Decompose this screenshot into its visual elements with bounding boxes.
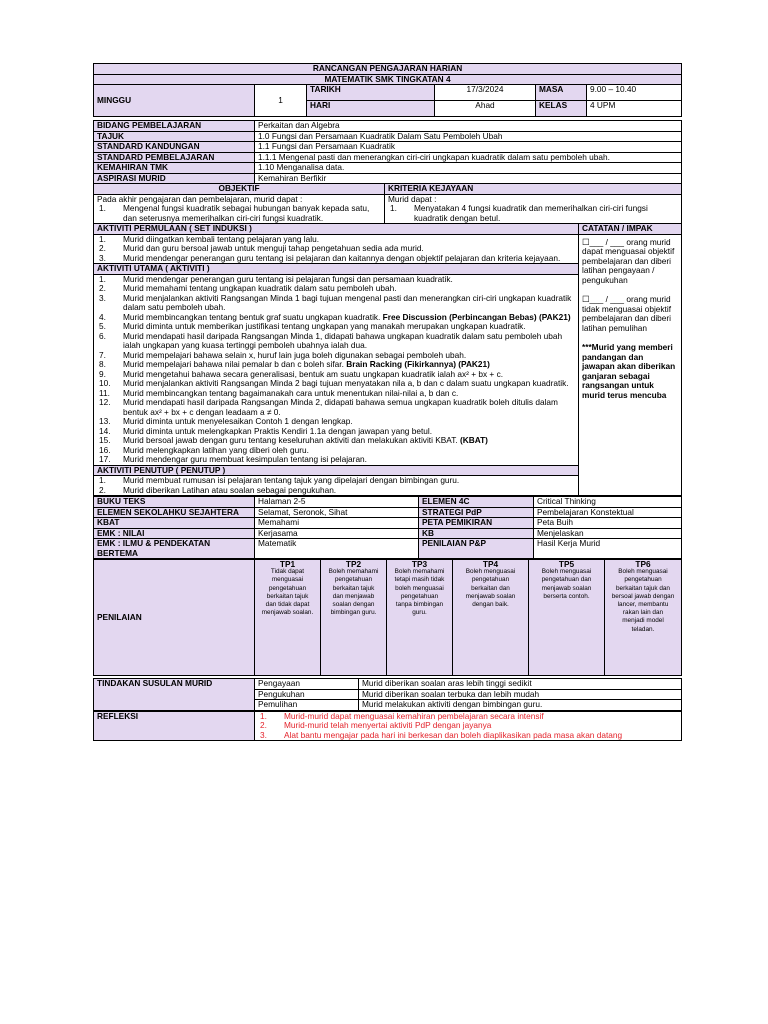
tp-description: Boleh memahami pengetahuan berkaitan tajuk dan menjawab soalan dengan bimbingan guru. xyxy=(328,568,379,617)
info-label: PENILAIAN P&P xyxy=(419,539,534,559)
list-number: 5. xyxy=(99,321,106,331)
list-text: Murid diminta untuk menyelesaikan Contoh 1 dengan lengkap. xyxy=(123,416,353,426)
tp-description: Boleh menguasai pengetahuan berkaitan dan menjawab soalan dengan baik. xyxy=(465,568,516,609)
tp-description: Boleh memahami tetapi masih tidak boleh menguasai pengetahuan tanpa bimbingan guru. xyxy=(394,568,445,617)
list-text: Murid menjalankan aktiviti Rangsangan Minda 1 bagi tujuan mengenal pasti dan menerangkan ciri-ciri ungkapan kuadratik dalam satu pemboleh ubah. xyxy=(123,292,572,312)
objektif-intro: Pada akhir pengajaran dan pembelajaran, murid dapat : xyxy=(97,194,303,204)
kemahiran-tmk-value: 1.10 Menganalisa data. xyxy=(255,163,682,174)
list-item xyxy=(97,294,575,313)
bidang-value: Perkaitan dan Algebra xyxy=(255,121,682,132)
tp-heading: TP4 xyxy=(482,559,499,569)
standard-kandungan-value: 1.1 Fungsi dan Persamaan Kuadratik xyxy=(255,142,682,153)
list-item: 2. Murid diberikan Latihan atau soalan sebagai pengukuhan. xyxy=(99,484,337,495)
tp-heading: TP2 xyxy=(345,559,362,569)
list-number: 8. xyxy=(99,359,106,369)
info-value: Menjelaskan xyxy=(534,528,682,539)
list-number: 7. xyxy=(99,349,106,360)
penilaian-level-tp3 xyxy=(387,560,453,676)
tp-heading: TP3 xyxy=(411,559,428,569)
info-value: Hasil Kerja Murid xyxy=(534,539,682,559)
list-text: Murid bersoal jawab dengan guru tentang keseluruhan aktiviti dan melakukan aktiviti KBAT. xyxy=(123,435,460,445)
info-value: Critical Thinking xyxy=(534,497,682,508)
tindakan-type: Pemulihan xyxy=(255,700,359,711)
info-value: Kerjasama xyxy=(255,528,419,539)
catatan-paragraph-1: ☐___ / ___ orang murid dapat menguasai objektif pembelajaran dan diberi latihan pengayaan / pengukuhan xyxy=(582,236,675,285)
table-row xyxy=(94,507,682,518)
list-item: 1. Murid diingatkan kembali tentang pelajaran yang lalu. xyxy=(99,234,320,244)
list-text: Murid mempelajari bahawa nilai pemalar b dan c boleh sifar. xyxy=(123,359,347,369)
tp-description: Tidak dapat menguasai pengetahuan berkaitan tajuk dan tidak dapat menjawab soalan. xyxy=(261,568,314,617)
utama-header: AKTIVITI UTAMA ( AKTIVITI ) xyxy=(94,264,579,275)
tindakan-desc: Murid diberikan soalan terbuka dan lebih mudah xyxy=(359,689,682,700)
standard-kandungan-label: STANDARD KANDUNGAN xyxy=(94,142,255,153)
list-text: Murid membincangkan tentang bentuk graf suatu ungkapan kuadratik. xyxy=(123,311,383,322)
info-value: Pembelajaran Konstektual xyxy=(534,507,682,518)
list-number: 12. xyxy=(99,397,111,407)
list-item: 3. Murid mendengar penerangan guru tentang isi pelajaran dan kaitannya dengan objektif pelajaran dan kriteria kejayaan. xyxy=(99,252,561,263)
list-number: 3. xyxy=(99,292,106,303)
permulaan-cell xyxy=(94,234,579,264)
list-item: 1. Mengenal fungsi kuadratik sebagai hubungan banyak kepada satu, dan seterusnya memerihalkan ciri-ciri fungsi kuadratik. xyxy=(99,203,370,223)
objektif-cell xyxy=(94,194,385,224)
list-text: Murid menjalankan aktiviti Rangsangan Minda 2 bagi tujuan menyatakan nila a, b dan c dalam suatu ungkapan kuadratik. xyxy=(123,378,569,388)
kelas-label: KELAS xyxy=(536,101,587,117)
info-label: PETA PEMIKIRAN xyxy=(419,518,534,529)
refleksi-table xyxy=(93,711,682,742)
minggu-label: MINGGU xyxy=(94,85,255,117)
tindakan-table xyxy=(93,678,682,711)
kelas-value: 4 UPM xyxy=(587,101,682,117)
info-label: KB xyxy=(419,528,534,539)
penilaian-level-tp4 xyxy=(453,560,529,676)
list-text: Murid diminta untuk melengkapkan Praktis Kendiri 1.1a dengan jawapan yang betul. xyxy=(123,425,433,436)
info-label: EMK : NILAI xyxy=(94,528,255,539)
list-text: Murid mendengar guru membuat kesimpulan tentang isi pelajaran. xyxy=(123,454,367,464)
tp-heading: TP5 xyxy=(558,559,575,569)
list-item: 1. Menyatakan 4 fungsi kuadratik dan memerihalkan ciri-ciri fungsi kuadratik dengan betul. xyxy=(390,203,648,223)
list-number: 10. xyxy=(99,378,111,388)
standard-pembelajaran-label: STANDARD PEMBELAJARAN xyxy=(94,152,255,163)
list-item xyxy=(97,455,575,465)
objektif-list xyxy=(97,204,381,223)
bottom-info-table xyxy=(93,496,682,559)
info-label: BUKU TEKS xyxy=(94,497,255,508)
utama-list xyxy=(97,275,575,465)
info-value: Halaman 2-5 xyxy=(255,497,419,508)
penilaian-level-tp6 xyxy=(605,560,682,676)
tarikh-label: TARIKH xyxy=(307,85,435,101)
refleksi-cell xyxy=(255,711,682,741)
utama-cell xyxy=(94,274,579,465)
permulaan-header: AKTIVITI PERMULAAN ( SET INDUKSI ) xyxy=(94,224,579,235)
hari-label: HARI xyxy=(307,101,435,117)
page-subtitle: MATEMATIK SMK TINGKATAN 4 xyxy=(94,74,682,85)
list-number: 16. xyxy=(99,444,111,455)
tp-description: Boleh menguasai pengetahuan berkaitan tajuk dan bersoal jawab dengan lancer, membantu rakan lain dan menjadi model teladan. xyxy=(611,568,675,633)
catatan-header: CATATAN / IMPAK xyxy=(579,224,682,235)
penilaian-label: PENILAIAN xyxy=(94,560,255,676)
table-row xyxy=(94,539,682,559)
masa-value: 9.00 – 10.40 xyxy=(587,85,682,101)
tp-heading: TP1 xyxy=(279,559,296,569)
list-text: Murid membincangkan tentang bagaimanakah cara untuk menentukan nilai-nilai a, b dan c. xyxy=(123,387,459,398)
info-label: ELEMEN SEKOLAHKU SEJAHTERA xyxy=(94,507,255,518)
catatan-paragraph-2: ☐___ / ___ orang murid tidak menguasai objektif pembelajaran dan diberi latihan pemulihan xyxy=(582,294,672,333)
tindakan-desc: Murid diberikan soalan aras lebih tinggi sedikit xyxy=(359,679,682,690)
info-label: ELEMEN 4C xyxy=(419,497,534,508)
main-table xyxy=(93,120,682,496)
tajuk-value: 1.0 Fungsi dan Persamaan Kuadratik Dalam Satu Pemboleh Ubah xyxy=(255,131,682,142)
list-text-bold: Free Discussion (Perbincangan Bebas) (PAK21) xyxy=(382,311,571,322)
table-row xyxy=(94,528,682,539)
penutup-header: AKTIVITI PENUTUP ( PENUTUP ) xyxy=(94,465,579,476)
table-row xyxy=(94,497,682,508)
info-value: Memahami xyxy=(255,518,419,529)
tindakan-type: Pengayaan xyxy=(255,679,359,690)
kemahiran-tmk-label: KEMAHIRAN TMK xyxy=(94,163,255,174)
tarikh-value: 17/3/2024 xyxy=(435,85,536,101)
aspirasi-murid-value: Kemahiran Berfikir xyxy=(255,173,682,184)
tindakan-type: Pengukuhan xyxy=(255,689,359,700)
lesson-plan-document xyxy=(93,63,681,741)
list-text: Murid mempelajari bahawa selain x, huruf lain juga boleh digunakan sebagai pemboleh ubah. xyxy=(123,349,467,360)
bidang-label: BIDANG PEMBELAJARAN xyxy=(94,121,255,132)
penilaian-level-tp5 xyxy=(529,560,605,676)
list-number: 14. xyxy=(99,425,111,436)
page-title: RANCANGAN PENGAJARAN HARIAN xyxy=(94,64,682,75)
kriteria-cell xyxy=(385,194,682,224)
objektif-header: OBJEKTIF xyxy=(94,184,385,195)
list-text: Murid melengkapkan latihan yang diberi oleh guru. xyxy=(123,444,309,455)
info-value: Peta Buih xyxy=(534,518,682,529)
penutup-list xyxy=(97,476,575,495)
list-item xyxy=(97,332,575,351)
list-item: 2. Murid-murid telah menyertai aktiviti PdP dengan jayanya xyxy=(260,720,492,730)
info-value: Matematik xyxy=(255,539,419,559)
header-table xyxy=(93,63,682,117)
tajuk-label: TAJUK xyxy=(94,131,255,142)
list-item: 1. Murid membuat rumusan isi pelajaran tentang tajuk yang dipelajari dengan bimbingan guru. xyxy=(99,475,460,485)
info-label: EMK : ILMU & PENDEKATAN BERTEMA xyxy=(94,539,255,559)
kriteria-header: KRITERIA KEJAYAAN xyxy=(385,184,682,195)
table-row xyxy=(94,518,682,529)
list-number: 13. xyxy=(99,416,111,426)
penilaian-table xyxy=(93,559,682,676)
catatan-cell xyxy=(579,234,682,496)
list-text: Murid memahami tentang ungkapan kuadratik dalam satu pemboleh ubah. xyxy=(123,283,397,293)
standard-pembelajaran-value: 1.1.1 Mengenal pasti dan menerangkan ciri-ciri ungkapan kuadratik dalam satu pemboleh ubah. xyxy=(255,152,682,163)
kriteria-intro: Murid dapat : xyxy=(388,194,437,204)
minggu-value: 1 xyxy=(255,85,307,117)
list-number: 11. xyxy=(99,387,110,398)
info-label: KBAT xyxy=(94,518,255,529)
tp-heading: TP6 xyxy=(635,559,651,569)
info-label: STRATEGI PdP xyxy=(419,507,534,518)
list-text: Murid mendengar penerangan guru tentang isi pelajaran fungsi dan persamaan kuadratik. xyxy=(123,274,453,284)
permulaan-list xyxy=(97,235,575,264)
tindakan-label: TINDAKAN SUSULAN MURID xyxy=(94,679,255,711)
list-item xyxy=(97,398,575,417)
list-item: 3. Alat bantu mengajar pada hari ini berkesan dan boleh diaplikasikan pada masa akan datang xyxy=(260,729,623,740)
list-item: 1. Murid-murid dapat menguasai kemahiran pembelajaran secara intensif xyxy=(260,711,544,721)
catatan-note: ***Murid yang memberi pandangan dan jawapan akan diberikan ganjaran sebagai rangsangan untuk murid terus mencuba xyxy=(582,342,676,400)
list-text: Murid mendapati hasil daripada Rangsangan Minda 1, didapati bahawa ungkapan kuadratik dalam satu pemboleh ubah ialah ungkapan yang kuasa tertinggi pemboleh ubahnya ialah dua. xyxy=(123,330,563,350)
kriteria-list xyxy=(388,204,678,223)
list-number: 9. xyxy=(99,368,106,379)
list-number: 17. xyxy=(99,454,111,464)
penilaian-level-tp1 xyxy=(255,560,321,676)
list-number: 4. xyxy=(99,311,106,322)
list-item: 2. Murid dan guru bersoal jawab untuk menguji tahap pengetahuan sedia ada murid. xyxy=(99,243,424,253)
hari-value: Ahad xyxy=(435,101,536,117)
list-number: 1. xyxy=(99,274,106,284)
list-text: Murid mengetahui bahawa secara generalisasi, bentuk am suatu ungkapan kuadratik ialah ax² + bx + c. xyxy=(123,368,504,379)
list-text: Murid diminta untuk memberikan justifikasi tentang ungkapan yang manakah merupakan ungkapan kuadratik. xyxy=(123,321,526,331)
refleksi-label: REFLEKSI xyxy=(94,711,255,741)
refleksi-list xyxy=(258,712,678,741)
penutup-cell xyxy=(94,476,579,496)
list-number: 2. xyxy=(99,283,106,293)
list-text: Murid mendapati hasil daripada Rangsangan Minda 2, didapati bahawa semua ungkapan kuadratik boleh ditulis dalam bentuk ax² + bx + c dengan leadaam a ≠ 0. xyxy=(123,397,558,417)
aspirasi-murid-label: ASPIRASI MURID xyxy=(94,173,255,184)
list-number: 15. xyxy=(99,435,111,445)
tindakan-desc: Murid melakukan aktiviti dengan bimbingan guru. xyxy=(359,700,682,711)
info-value: Selamat, Seronok, Sihat xyxy=(255,507,419,518)
tp-description: Boleh menguasai pengetahuan dan menjawab soalan berserta contoh. xyxy=(541,568,592,600)
masa-label: MASA xyxy=(536,85,587,101)
list-text-bold: Brain Racking (Fikirkannya) (PAK21) xyxy=(346,359,490,369)
list-text-bold: (KBAT) xyxy=(459,435,488,445)
list-number: 6. xyxy=(99,330,106,341)
penilaian-level-tp2 xyxy=(321,560,387,676)
